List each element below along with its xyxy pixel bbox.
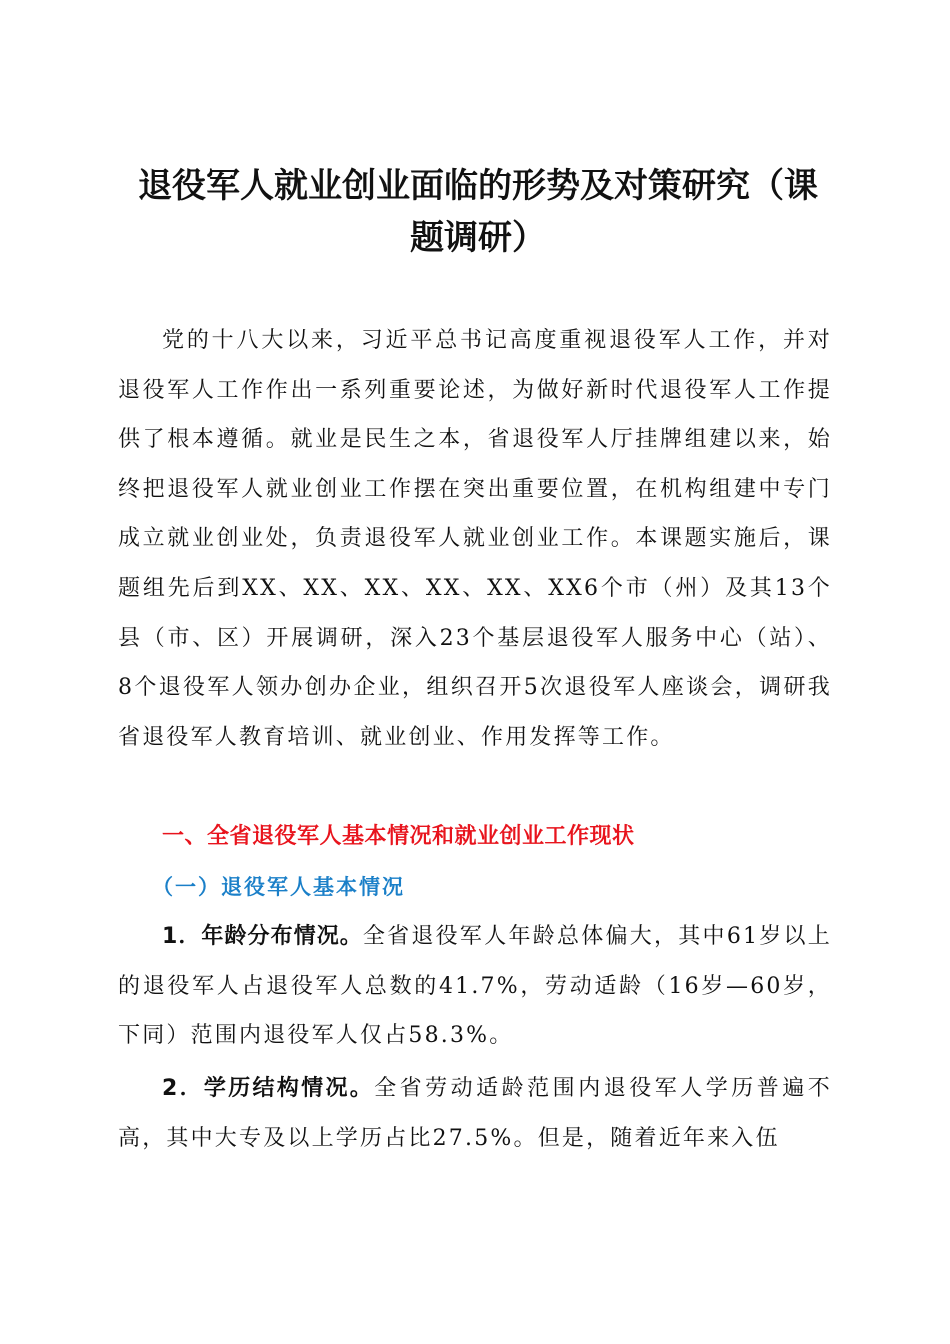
- age-distribution-text: 全省退役军人年龄总体偏大，其中61岁以上的退役军人占退役军人总数的41.7%，劳动适龄（16岁—60岁，下同）范围内退役军人仅占58.3%。: [118, 924, 832, 1049]
- education-structure-lead: 2．学历结构情况。: [162, 1076, 375, 1101]
- subsection-heading: （一）退役军人基本情况: [152, 874, 405, 899]
- education-structure-text: 全省劳动适龄范围内退役军人学历普遍不高，其中大专及以上学历占比27.5%。但是，随着近年来入伍: [118, 1076, 832, 1151]
- title-line-2: 题调研）: [410, 218, 546, 258]
- intro-paragraph: 党的十八大以来，习近平总书记高度重视退役军人工作，并对退役军人工作作出一系列重要论述，为做好新时代退役军人工作提供了根本遵循。就业是民生之本，省退役军人厅挂牌组建以来，始终把退役军人就业创业工作摆在突出重要位置，在机构组建中专门成立就业创业处，负责退役军人就业创业工作。本课题实施后，课题组先后到XX、XX、XX、XX、XX、XX6个市（州）及其13个县（市、区）开展调研，深入23个基层退役军人服务中心（站）、8个退役军人领办创办企业，组织召开5次退役军人座谈会，调研我省退役军人教育培训、就业创业、作用发挥等工作。: [118, 328, 832, 750]
- document-title: [118, 160, 838, 264]
- age-distribution-lead: 1．年龄分布情况。: [162, 924, 363, 949]
- title-line-1: 退役军人就业创业面临的形势及对策研究（课: [138, 166, 818, 206]
- section-heading: 一、全省退役军人基本情况和就业创业工作现状: [162, 824, 635, 849]
- education-structure-paragraph: [118, 1064, 832, 1163]
- age-distribution-paragraph: [118, 912, 832, 1061]
